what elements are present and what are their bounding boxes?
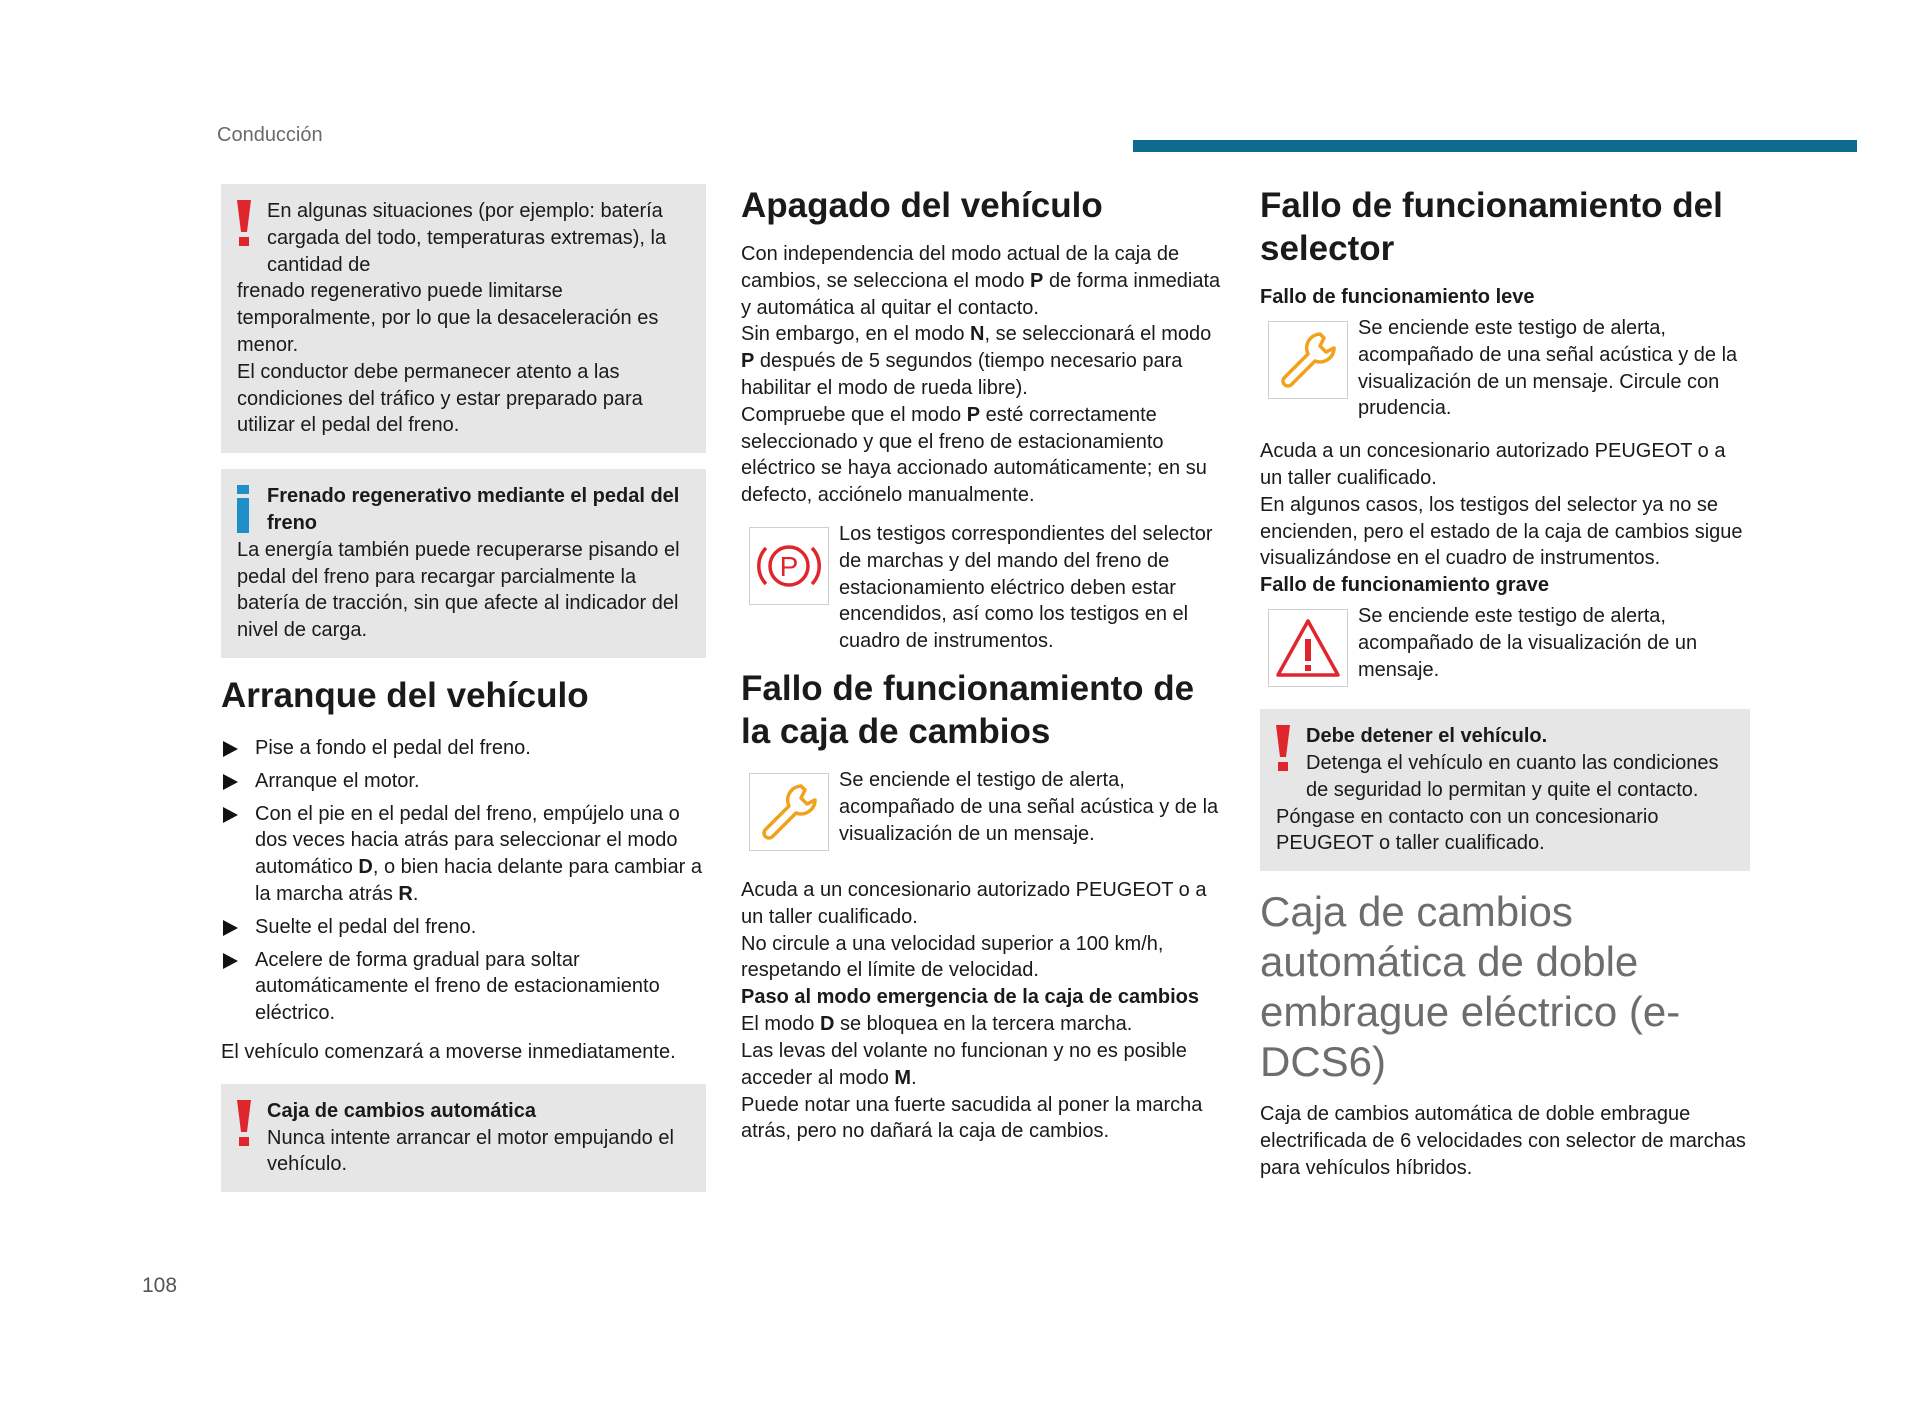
warning-triangle-icon: [1274, 617, 1342, 679]
subheading-leve: Fallo de funcionamiento leve: [1260, 286, 1535, 308]
wrench-icon: [757, 780, 821, 844]
heading-apagado: Apagado del vehículo: [741, 186, 1103, 225]
icon-caption: Se enciende el testigo de alerta, acompañado de una señal acústica y de la visualización de un mensaje.: [839, 768, 1219, 845]
icon-caption: Se enciende este testigo de alerta, acompañado de la visualización de un mensaje.: [1358, 605, 1698, 681]
paragraph: Acuda a un concesionario autorizado PEUGEOT o a un taller cualificado.: [741, 878, 1207, 928]
list-item: Acelere de forma gradual para soltar automáticamente el freno de estacionamiento eléctrico.: [221, 947, 706, 1027]
page-number: 108: [142, 1274, 178, 1297]
note-title: Frenado regenerativo mediante el pedal del freno: [267, 485, 680, 534]
note-text: Nunca intente arrancar el motor empujando el vehículo.: [267, 1126, 674, 1176]
note-text: Detenga el vehículo en cuanto las condiciones de seguridad lo permitan y quite el contacto.: [1306, 751, 1719, 801]
parking-brake-row: [741, 521, 1226, 655]
paragraph: En algunos casos, los testigos del selector ya no se encienden, pero el estado de la caja de cambios sigue visualizándose en el cuadro de instrumentos.: [1260, 493, 1743, 570]
note-title: Caja de cambios automática: [267, 1099, 536, 1122]
triangle-warning-row: [1260, 603, 1750, 687]
wrench-icon: [1276, 328, 1340, 392]
paragraph: Compruebe que el modo P esté correctamente seleccionado y que el freno de estacionamiento eléctrico se haya accionado automáticamente; en su defecto, acciónelo manualmente.: [741, 403, 1207, 507]
icon-caption: Los testigos correspondientes del selector de marchas y del mando del freno de estacionamiento eléctrico deben estar encendidos, así como los testigos en el cuadro de instrumentos.: [839, 522, 1213, 653]
paragraph: Caja de cambios automática de doble embrague electrificada de 6 velocidades con selector de marchas para vehículos híbridos.: [1260, 1103, 1746, 1179]
svg-text:P: P: [779, 550, 799, 582]
paragraph: El vehículo comenzará a moverse inmediatamente.: [221, 1040, 676, 1063]
paragraph: Las levas del volante no funcionan y no es posible acceder al modo M.: [741, 1039, 1187, 1089]
arrow-bullet-icon: [223, 741, 238, 757]
icon-caption: Se enciende este testigo de alerta, acompañado de una señal acústica y de la visualización de un mensaje. Circule con prudencia.: [1358, 317, 1738, 420]
warning-note-stop: [1260, 709, 1750, 871]
arrow-bullet-icon: [223, 920, 238, 936]
start-steps-list: [221, 735, 706, 1027]
parking-brake-indicator: [749, 527, 829, 605]
warning-note-regenerative: [221, 184, 706, 453]
arrow-bullet-icon: [223, 953, 238, 969]
section-accent-bar: [1133, 140, 1857, 152]
section-label: Conducción: [217, 124, 323, 146]
warning-exclamation-icon: [1272, 723, 1294, 773]
paragraph: El modo D se bloquea en la tercera marcha.: [741, 1013, 1133, 1036]
heading-arranque: Arranque del vehículo: [221, 675, 589, 715]
note-text: Póngase en contacto con un concesionario PEUGEOT o taller cualificado.: [1276, 805, 1659, 855]
arrow-bullet-icon: [223, 774, 238, 790]
info-icon: [235, 485, 251, 533]
paragraph: No circule a una velocidad superior a 100 km/h, respetando el límite de velocidad.: [741, 932, 1164, 982]
list-item: Pise a fondo el pedal del freno.: [221, 735, 706, 762]
column-right: [1260, 184, 1750, 1182]
wrench-warning-row: [741, 767, 1226, 851]
warning-exclamation-icon: [233, 1098, 255, 1148]
wrench-indicator: [1268, 321, 1348, 399]
subheading-emergencia: Paso al modo emergencia de la caja de cambios: [741, 986, 1199, 1009]
parking-brake-icon: [752, 538, 826, 594]
paragraph: Puede notar una fuerte sacudida al poner la marcha atrás, pero no dañará la caja de cambios.: [741, 1093, 1203, 1143]
wrench-warning-row: [1260, 315, 1750, 422]
paragraph: Sin embargo, en el modo N, se seleccionará el modo P después de 5 segundos (tiempo necesario para habilitar el modo de rueda libre).: [741, 323, 1212, 399]
arrow-bullet-icon: [223, 807, 238, 823]
heading-edcs6: Caja de cambios automática de doble embrague eléctrico (e-DCS6): [1260, 888, 1681, 1086]
info-note-brake-pedal: [221, 469, 706, 658]
note-text: La energía también puede recuperarse pisando el pedal del freno para recargar parcialmente la batería de tracción, sin que afecte al indicador del nivel de carga.: [237, 538, 680, 642]
warning-exclamation-icon: [233, 198, 255, 248]
heading-fallo-caja: Fallo de funcionamiento de la caja de cambios: [741, 668, 1195, 751]
heading-fallo-selector: Fallo de funcionamiento del selector: [1260, 186, 1723, 268]
note-text: En algunas situaciones (por ejemplo: batería cargada del todo, temperaturas extremas), la cantidad de: [267, 200, 667, 276]
paragraph: Acuda a un concesionario autorizado PEUGEOT o a un taller cualificado.: [1260, 440, 1726, 489]
note-title: Debe detener el vehículo.: [1306, 725, 1548, 748]
column-left: [221, 184, 706, 1208]
note-text: El conductor debe permanecer atento a las condiciones del tráfico y estar preparado para utilizar el pedal del freno.: [237, 360, 643, 437]
list-item: Suelte el pedal del freno.: [221, 914, 706, 941]
column-middle: [741, 184, 1226, 1145]
subheading-grave: Fallo de funcionamiento grave: [1260, 574, 1549, 597]
wrench-indicator: [749, 773, 829, 851]
list-item: Con el pie en el pedal del freno, empújelo una o dos veces hacia atrás para seleccionar el modo automático D, o bien hacia delante para cambiar a la marcha atrás R.: [221, 801, 706, 908]
warning-note-gearbox: [221, 1084, 706, 1192]
triangle-indicator: [1268, 609, 1348, 687]
paragraph: Con independencia del modo actual de la caja de cambios, se selecciona el modo P de forma inmediata y automática al quitar el contacto.: [741, 243, 1221, 319]
note-text: frenado regenerativo puede limitarse temporalmente, por lo que la desaceleración es menor.: [237, 280, 659, 356]
list-item: Arranque el motor.: [221, 768, 706, 795]
